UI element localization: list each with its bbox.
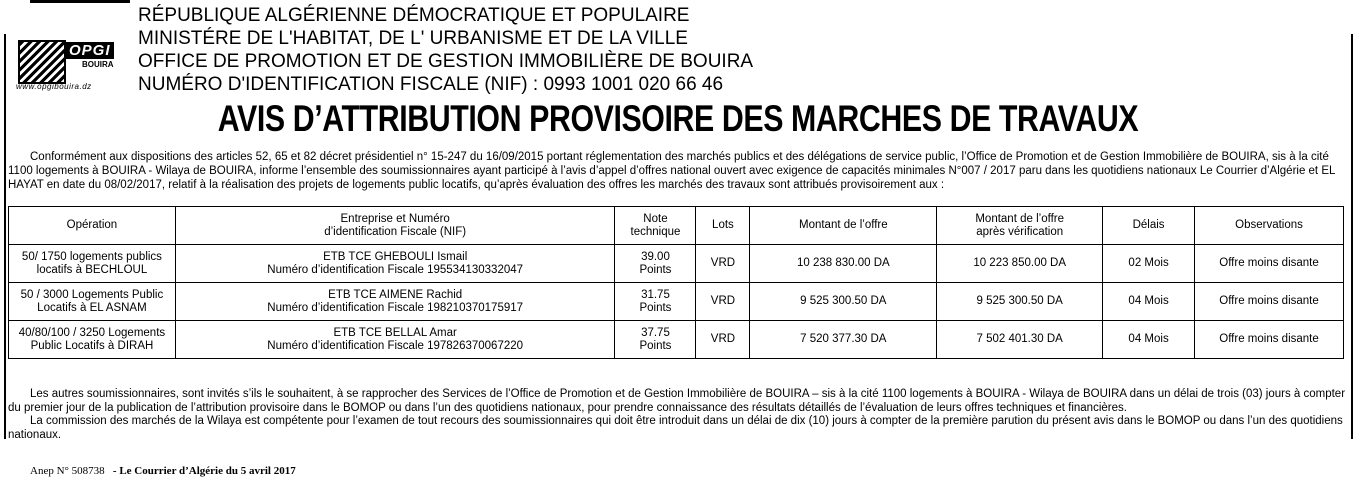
table-header-row: [9, 207, 1344, 245]
anep-number: Anep N° 508738: [30, 465, 105, 477]
cell-observations: Offre moins disante: [1195, 321, 1344, 359]
cell-entreprise: ETB TCE BELLAL Amar Numéro d’identification Fiscale 197826370067220: [175, 321, 615, 359]
header-line-ministry: MINISTÉRE DE L'HABITAT, DE L' URBANISME ET DE LA VILLE: [138, 28, 688, 49]
header-delais: Délais: [1103, 207, 1195, 245]
header-line-republic: RÉPUBLIQUE ALGÉRIENNE DÉMOCRATIQUE ET POPULAIRE: [138, 5, 690, 26]
cell-note: 31.75 Points: [615, 283, 696, 321]
cell-lots: VRD: [696, 283, 750, 321]
anep-source: - Le Courrier d’Algérie du 5 avril 2017: [112, 465, 296, 477]
logo-url: www.opgibouira.dz: [16, 82, 92, 91]
table-row: [9, 245, 1344, 283]
header-block: [138, 4, 753, 96]
table-row: [9, 283, 1344, 321]
logo-emblem-icon: [18, 40, 66, 84]
scan-edge-top: [30, 0, 130, 3]
header-entreprise: Entreprise et Numéro d’identification Fiscale (NIF): [175, 207, 615, 245]
intro-paragraph: Conformément aux dispositions des articles 52, 65 et 82 décret présidentiel n° 15-247 du 16/09/2015 portant réglementation des marchés publics et des délégations de service public, l’Office de Promotion et de Gestion Immobilière de BOUIRA, sis à la cité 1100 logements à BOUIRA - Wilaya de BOUIRA, informe l’ensemble des soumissionnaires ayant participé à l’avis d’appel d’offres national ouvert avec exigence de capacités minimales N°007 / 2017 paru dans les quotidiens nationaux Le Courrier d’Algérie et EL HAYAT en date du 08/02/2017, relatif à la réalisation des projets de logements public locatifs, qu’après évaluation des offres les marchés des travaux sont attribués provisoirement aux :: [8, 151, 1335, 191]
anep-reference: [30, 465, 296, 477]
cell-note: 39.00 Points: [615, 245, 696, 283]
opgi-logo: [14, 36, 138, 96]
cell-montant-verif: 9 525 300.50 DA: [937, 283, 1103, 321]
header-montant-verif: Montant de l’offre après vérification: [937, 207, 1103, 245]
table-row: [9, 321, 1344, 359]
cell-operation: 50 / 3000 Logements Public Locatifs à EL ASNAM: [9, 283, 176, 321]
header-lots: Lots: [696, 207, 750, 245]
logo-subtext: BOUIRA: [82, 60, 114, 69]
cell-delais: 04 Mois: [1103, 321, 1195, 359]
page-title: AVIS D’ATTRIBUTION PROVISOIRE DES MARCHES DE TRAVAUX: [217, 98, 1139, 139]
cell-montant-verif: 10 223 850.00 DA: [937, 245, 1103, 283]
cell-note: 37.75 Points: [615, 321, 696, 359]
attribution-table: [8, 206, 1344, 359]
header-line-office: OFFICE DE PROMOTION ET DE GESTION IMMOBILIÈRE DE BOUIRA: [138, 51, 754, 72]
cell-delais: 02 Mois: [1103, 245, 1195, 283]
cell-montant: 7 520 377.30 DA: [750, 321, 937, 359]
footer-paragraph-invitation: Les autres soumissionnaires, sont invités s’ils le souhaitent, à se rapprocher des Services de l’Office de Promotion et de Gestion Immobilière de BOUIRA – sis à la cité 1100 logements à BOUIRA - Wilaya de BOUIRA dans un délai de trois (03) jours à compter du premier jour de la publication de l’attribution provisoire dans le BOMOP ou dans l’un des quotidiens nationaux, pour prendre connaissance des résultats détaillés de l’évaluation de leurs offres techniques et financières.: [8, 388, 1346, 414]
scan-edge-left: [4, 34, 6, 439]
cell-observations: Offre moins disante: [1195, 245, 1344, 283]
cell-operation: 40/80/100 / 3250 Logements Public Locatifs à DIRAH: [9, 321, 176, 359]
cell-montant: 9 525 300.50 DA: [750, 283, 937, 321]
header-observations: Observations: [1195, 207, 1344, 245]
cell-entreprise: ETB TCE GHEBOULI Ismail Numéro d’identification Fiscale 195534130332047: [175, 245, 615, 283]
header-note: Note technique: [615, 207, 696, 245]
footer-block: [8, 388, 1348, 442]
header-montant: Montant de l’offre: [750, 207, 937, 245]
logo-text: OPGI: [66, 42, 114, 59]
header-line-nif: NUMÉRO D'IDENTIFICATION FISCALE (NIF) : 0993 1001 020 66 46: [138, 74, 724, 95]
footer-paragraph-recours: La commission des marchés de la Wilaya est compétente pour l’examen de tout recours des soumissionnaires qui doit être introduit dans un délai de dix (10) jours à compter de la première parution du présent avis dans le BOMOP ou dans l’un des quotidiens nationaux.: [8, 415, 1343, 441]
cell-entreprise: ETB TCE AIMENE Rachid Numéro d’identification Fiscale 198210370175917: [175, 283, 615, 321]
header-operation: Opération: [9, 207, 176, 245]
cell-operation: 50/ 1750 logements publics locatifs à BECHLOUL: [9, 245, 176, 283]
cell-lots: VRD: [696, 321, 750, 359]
cell-observations: Offre moins disante: [1195, 283, 1344, 321]
cell-montant: 10 238 830.00 DA: [750, 245, 937, 283]
cell-montant-verif: 7 502 401.30 DA: [937, 321, 1103, 359]
cell-lots: VRD: [696, 245, 750, 283]
scan-edge-right: [1351, 34, 1353, 439]
cell-delais: 04 Mois: [1103, 283, 1195, 321]
